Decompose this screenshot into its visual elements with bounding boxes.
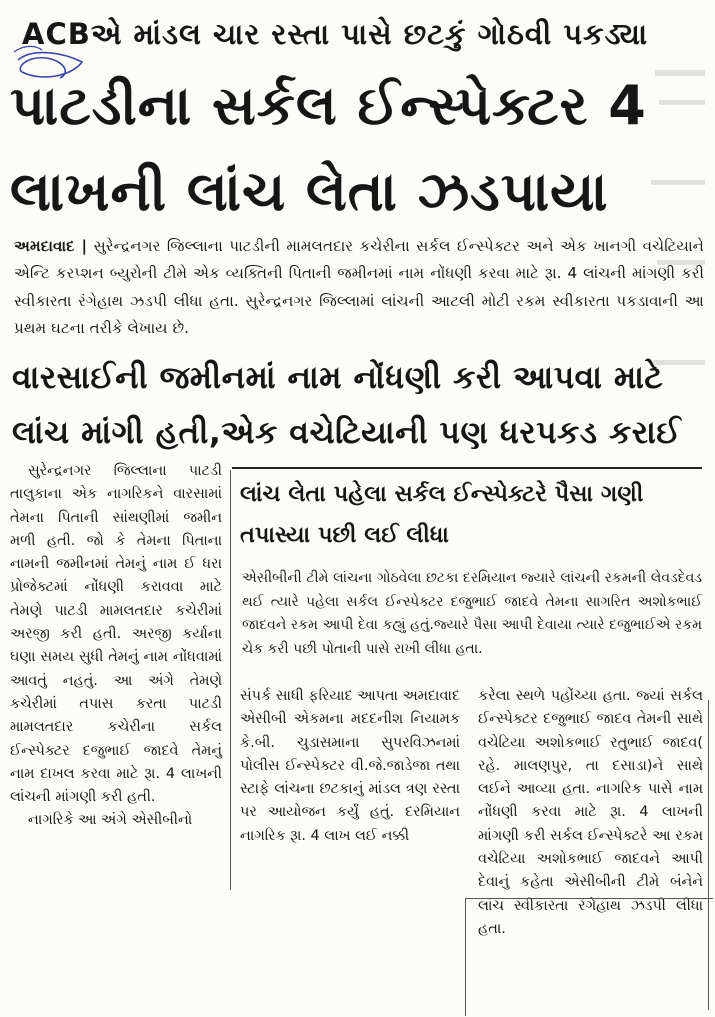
column2-paragraph: સંપર્ક સાધી ફરિયાદ આપતા અમદાવાદ એસીબી એકમના મદદનીશ નિયામક કે.બી. ચુડાસમાના સુપરવિઝનમાં પોલીસ ઈન્સ્પેક્ટર વી.જે.જાડેજા તથા સ્ટાફે લાંચના છટકાનું માંડલ ત્રણ રસ્તા પર આયોજન કર્યું હતું. દરમિયાન નાગરિક રૂા. 4 લાખ લઈ નક્કી (240, 688, 460, 844)
bleed-through-texture (645, 60, 715, 390)
sidebar-headline: લાંચ લેતા પહેલા સર્કલ ઈન્સ્પેક્ટરે પૈસા ગણી તપાસ્યા પછી લઈ લીધા (240, 481, 644, 548)
column3-paragraph: કરેલા સ્થળે પહોંચ્યા હતા. જ્યાં સર્કલ ઈન્સ્પેક્ટર દજુભાઈ જાદવ તેમની સાથે વચેટિયા અશોકભાઈ રતુભાઈ જાદવ( રહે. માલણપુર, તા દસાડા)ને સાથે લઈને આવ્યા હતા. નાગરિક પાસે નામ નોંધણી કરવા માટે રૂા. 4 લાખની માંગણી કરી સર્કલ ઈન્સ્પેક્ટરે આ રકમ વચેટિયા અશોકભાઈ જાદવને આપી દેવાનું કહેતા એસીબીની ટીમે બંનેને લાંચ સ્વીકારતા રંગેહાથ ઝડપી લીધા હતા. (478, 688, 703, 937)
lead-text: સુરેન્દ્રનગર જિલ્લાના પાટડીની મામલતદાર કચેરીના સર્કલ ઈન્સ્પેક્ટર અને એક ખાનગી વચેટિયાને એન્ટિ કરપ્શન બ્યુરોની ટીમે એક વ્યક્તિની પિતાની જમીનમાં નામ નોંધણી કરવા માટે રૂા. 4 લાંચની માંગણી કરી સ્વીકારતા રંગેહાથ ઝડપી લીધા હતા. સુરેન્દ્રનગર જિલ્લામાં લાંચની આટલી મોટી રકમ સ્વીકારતા પકડાવાની આ પ્રથમ ઘટના તરીકે લેખાય છે. (14, 237, 704, 337)
column-divider (230, 470, 231, 890)
column3-corner-rule (465, 898, 713, 1016)
column1-paragraph-2: નાગરિકે આ અંગે એસીબીનો (28, 812, 193, 829)
kicker-headline: ACBએ માંડલ ચાર રસ્તા પાસે છટકું ગોઠવી પકડ્યા (22, 17, 649, 51)
subheadline-line2: લાંચ માંગી હતી,એક વચેટિયાની પણ ધરપકડ કરાઈ (12, 415, 682, 451)
right-edge-rule (708, 700, 709, 1010)
column1-paragraph-1: સુરેન્દ્રનગર જિલ્લાના પાટડી તાલુકાના એક નાગરિકને વારસામાં તેમના પિતાની સાંથણીમાં જમીન મળી હતી. જો કે તેમના પિતાના નામની જમીનમાં તેમનું નામ ઈ ધરા પ્રોજેક્ટમાં નોંધણી કરાવવા માટે તેમણે પાટડી મામલતદાર કચેરીમાં અરજી કરી હતી. અરજી કર્યાના ઘણા સમય સુધી તેમનું નામ નોંધવામાં આવતું નહતું. આ અંગે તેમણે કચેરીમાં તપાસ કરતા પાટડી મામલતદાર કચેરીના સર્કલ ઈન્સ્પેક્ટર દજુભાઈ જાદવે તેમનું નામ દાખલ કરવા માટે રૂા. 4 લાખની લાંચની માંગણી કરી હતી. (10, 463, 222, 806)
subheadline-line1: વારસાઈની જમીનમાં નામ નોંધણી કરી આપવા માટે (12, 360, 664, 396)
dateline: અમદાવાદ | (14, 237, 88, 255)
main-headline-line1: પાટડીના સર્કલ ઈન્સ્પેક્ટર 4 (10, 74, 647, 137)
article-column-2 (240, 685, 460, 848)
main-headline-line2: લાખની લાંચ લેતા ઝડપાયા (10, 160, 609, 223)
sidebar-text: એસીબીની ટીમે લાંચના ગોઠવેલા છટકા દરમિયાન જ્યારે લાંચની રકમની લેવડદેવડ થઈ ત્યારે પહેલા સર્કલ ઈન્સ્પેક્ટર દજુભાઈ જાદવે તેમના સાગરિત અશોકભાઈ જાદવને રકમ આપી દેવા કહ્યું હતું.જ્યારે પૈસા આપી દેવાયા ત્યારે દજુભાઈએ રકમ ચેક કરી પછી પોતાની પાસે રાખી લીધા હતા. (242, 570, 702, 657)
lead-paragraph (14, 233, 704, 342)
article-column-1 (10, 460, 222, 833)
